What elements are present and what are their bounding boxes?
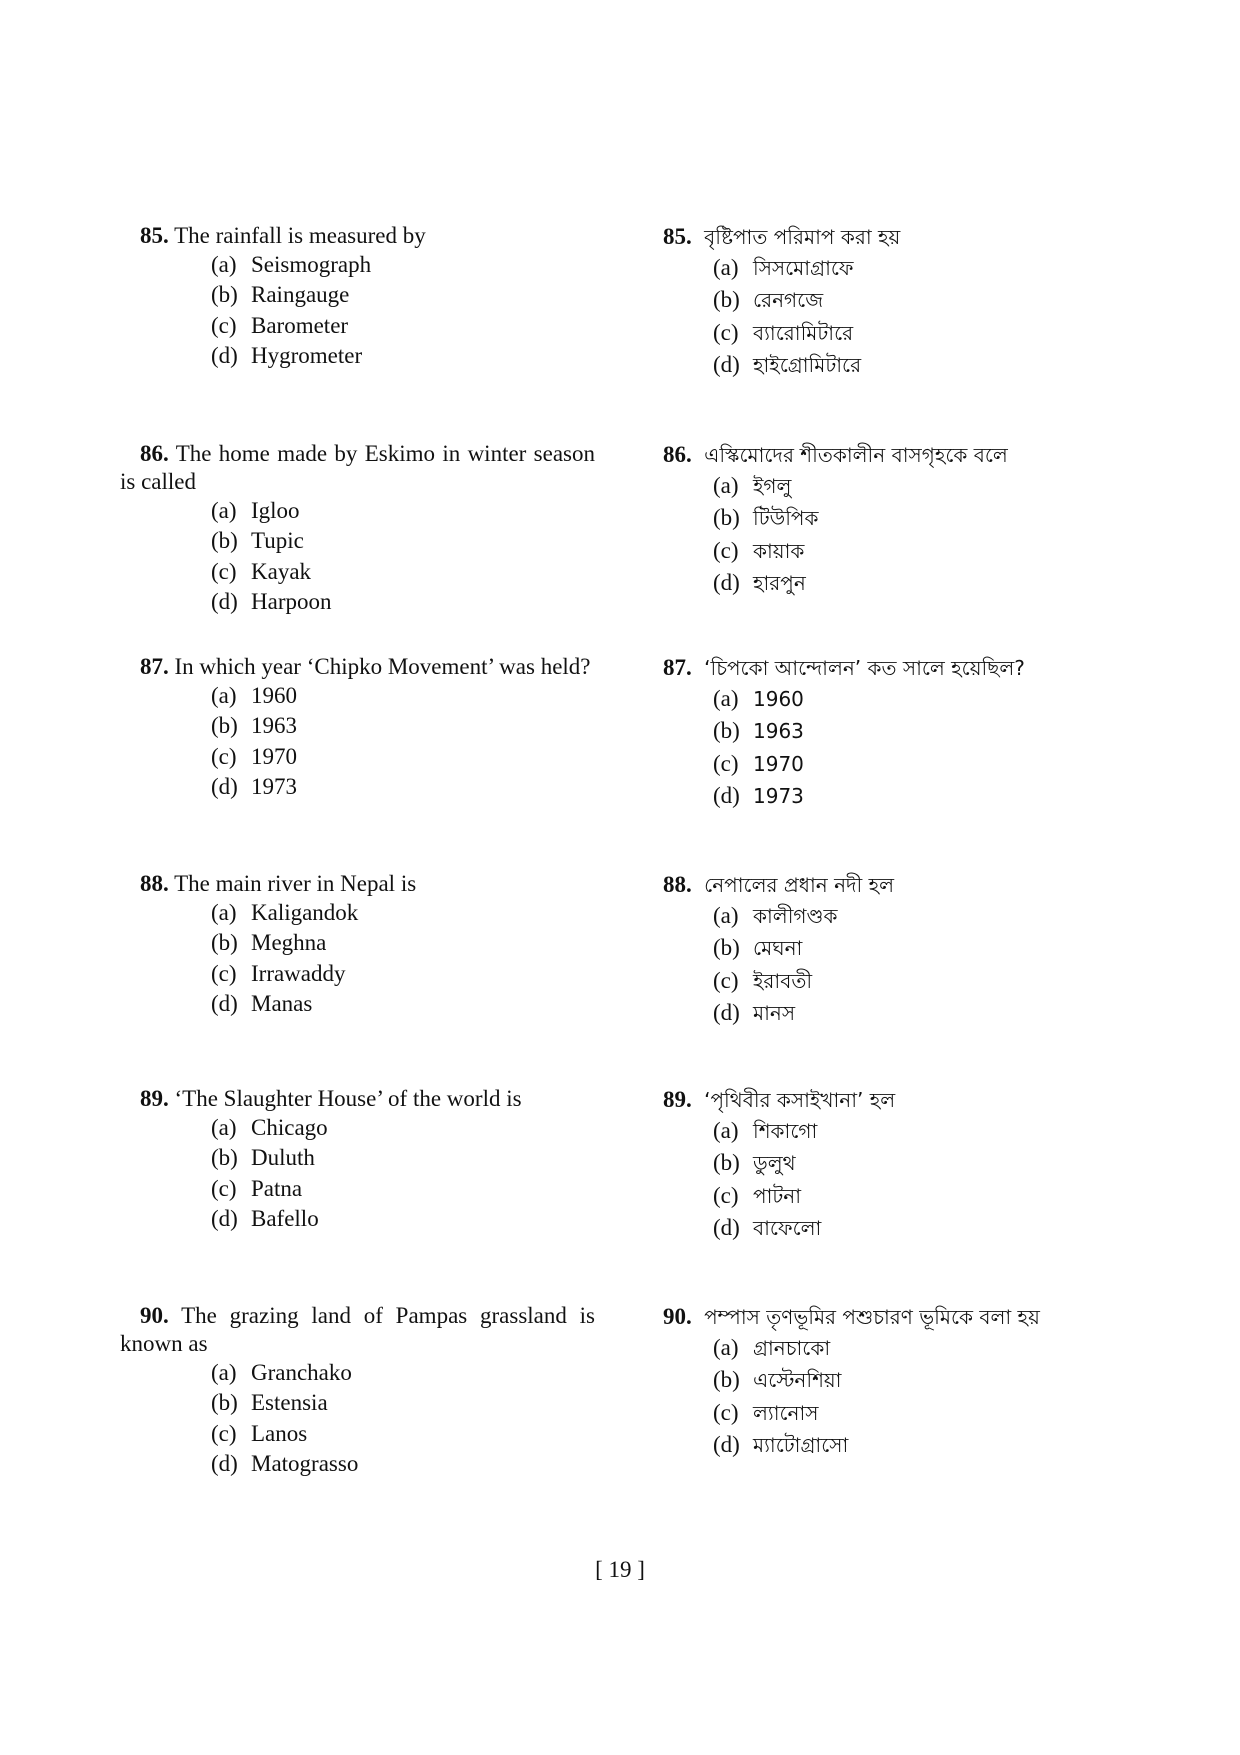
option-label: (d) xyxy=(211,1206,238,1232)
option-item xyxy=(211,1143,595,1173)
option-label: (b) xyxy=(713,505,740,531)
option-item xyxy=(211,1449,595,1479)
option-item xyxy=(211,1174,595,1204)
option-label: (a) xyxy=(211,900,237,925)
option-text: ইরাবতী xyxy=(753,968,813,993)
option-item xyxy=(713,1364,1183,1396)
option-text: পাটনা xyxy=(753,1183,802,1208)
option-text: Irrawaddy xyxy=(251,960,346,986)
option-label: (a) xyxy=(713,1335,739,1360)
option-label: (c) xyxy=(211,743,237,769)
option-item xyxy=(211,280,595,310)
question-stem xyxy=(120,653,595,681)
question-stem xyxy=(663,222,1183,252)
option-text: গ্রানচাকো xyxy=(753,1336,831,1360)
option-text: Igloo xyxy=(251,498,300,523)
question-bn-3 xyxy=(663,870,1183,1030)
option-label: (a) xyxy=(713,1118,739,1143)
option-item xyxy=(211,1204,595,1234)
option-item xyxy=(713,1212,1183,1244)
option-item xyxy=(211,742,595,772)
option-label: (a) xyxy=(211,1115,237,1140)
option-text: মেঘনা xyxy=(753,936,803,961)
option-text: হারপুন xyxy=(753,571,806,596)
option-text: ল্যানোস xyxy=(753,1400,819,1425)
option-item xyxy=(211,1358,595,1388)
option-text: শিকাগো xyxy=(753,1119,818,1143)
option-text: মানস xyxy=(753,1001,796,1026)
option-item xyxy=(211,711,595,741)
question-stem xyxy=(120,1085,595,1113)
question-en-0 xyxy=(140,222,595,372)
option-label: (d) xyxy=(211,1451,238,1477)
question-en-1 xyxy=(120,440,595,618)
option-text: এস্টেনশিয়া xyxy=(753,1368,842,1393)
option-label: (a) xyxy=(211,1360,237,1385)
option-item xyxy=(211,250,595,280)
option-item xyxy=(211,681,595,711)
option-label: (a) xyxy=(713,255,739,280)
question-number: 90. xyxy=(663,1304,692,1329)
question-stem xyxy=(663,440,1183,470)
question-bn-4 xyxy=(663,1085,1183,1245)
option-label: (a) xyxy=(211,683,237,708)
option-label: (d) xyxy=(211,774,238,800)
option-label: (c) xyxy=(713,750,739,776)
option-item xyxy=(713,965,1183,997)
option-text: ইগলু xyxy=(753,474,792,498)
question-number: 89. xyxy=(140,1086,169,1111)
option-text: Chicago xyxy=(251,1115,328,1140)
question-stem xyxy=(120,1302,595,1358)
option-label: (a) xyxy=(713,903,739,928)
option-label: (c) xyxy=(713,537,739,563)
options-list xyxy=(211,1113,595,1235)
option-text: Harpoon xyxy=(251,589,332,615)
question-text: In which year ‘Chipko Movement’ was held? xyxy=(174,654,591,679)
option-item xyxy=(211,587,595,617)
option-text: ম্যাটোগ্রাসো xyxy=(753,1433,849,1458)
option-item xyxy=(211,311,595,341)
options-list xyxy=(211,898,595,1020)
option-text: Manas xyxy=(251,991,313,1017)
option-item xyxy=(713,567,1183,599)
question-number: 86. xyxy=(663,442,692,467)
option-label: (b) xyxy=(211,1145,238,1171)
question-stem xyxy=(663,1085,1183,1115)
options-list xyxy=(713,252,1183,382)
option-item xyxy=(713,284,1183,316)
question-bn-0 xyxy=(663,222,1183,382)
option-label: (c) xyxy=(211,312,237,338)
option-text: কায়াক xyxy=(753,538,805,563)
option-item xyxy=(713,1180,1183,1212)
option-item xyxy=(713,1397,1183,1429)
question-text: The home made by Eskimo in winter season is called xyxy=(120,441,595,494)
option-text: 1963 xyxy=(753,719,804,744)
question-text: ‘পৃথিবীর কসাইখানা’ হল xyxy=(704,1088,896,1112)
option-label: (a) xyxy=(211,252,237,277)
question-stem xyxy=(663,870,1183,900)
options-list xyxy=(713,683,1183,813)
option-label: (c) xyxy=(211,960,237,986)
option-text: ব্যারোমিটারে xyxy=(753,320,854,345)
option-label: (b) xyxy=(211,528,238,554)
question-stem xyxy=(120,222,595,250)
option-text: Tupic xyxy=(251,528,304,554)
option-label: (d) xyxy=(713,1215,740,1241)
option-item xyxy=(211,341,595,371)
question-text: ‘The Slaughter House’ of the world is xyxy=(174,1086,522,1111)
question-number: 86. xyxy=(140,441,169,466)
question-text: The grazing land of Pampas grassland is known as xyxy=(120,1303,595,1356)
question-text: পম্পাস তৃণভূমির পশুচারণ ভূমিকে বলা হয় xyxy=(704,1305,1040,1329)
option-item xyxy=(713,1147,1183,1179)
option-label: (c) xyxy=(713,1399,739,1425)
option-item xyxy=(211,496,595,526)
option-text: Raingauge xyxy=(251,282,350,308)
question-number: 90. xyxy=(140,1303,169,1328)
option-item xyxy=(211,557,595,587)
option-label: (d) xyxy=(211,991,238,1017)
option-label: (b) xyxy=(211,713,238,739)
question-en-2 xyxy=(140,653,595,803)
question-number: 87. xyxy=(140,654,169,679)
page-number: [ 19 ] xyxy=(595,1557,645,1582)
option-text: 1970 xyxy=(251,743,297,769)
options-list xyxy=(713,1115,1183,1245)
option-item xyxy=(713,997,1183,1029)
option-item xyxy=(211,526,595,556)
question-text: নেপালের প্রধান নদী হল xyxy=(704,873,895,897)
question-number: 88. xyxy=(140,871,169,896)
option-label: (d) xyxy=(713,570,740,596)
option-text: 1963 xyxy=(251,713,297,739)
option-item xyxy=(713,349,1183,381)
option-text: Kaligandok xyxy=(251,900,359,925)
option-text: টিউপিক xyxy=(753,506,819,531)
option-item xyxy=(211,898,595,928)
option-label: (d) xyxy=(713,352,740,378)
option-text: Estensia xyxy=(251,1390,328,1416)
question-text: The rainfall is measured by xyxy=(174,223,426,248)
option-item xyxy=(713,502,1183,534)
question-text: The main river in Nepal is xyxy=(174,871,417,896)
option-label: (d) xyxy=(713,783,740,809)
option-item xyxy=(713,683,1183,715)
option-item xyxy=(713,1115,1183,1147)
question-number: 87. xyxy=(663,655,692,680)
option-text: Patna xyxy=(251,1175,303,1201)
option-item xyxy=(211,989,595,1019)
option-label: (b) xyxy=(211,1390,238,1416)
options-list xyxy=(211,681,595,803)
question-bn-1 xyxy=(663,440,1183,600)
option-label: (a) xyxy=(211,498,237,523)
question-number: 88. xyxy=(663,872,692,897)
option-label: (b) xyxy=(713,718,740,744)
option-item xyxy=(713,932,1183,964)
question-stem xyxy=(663,653,1183,683)
options-list xyxy=(713,1332,1183,1462)
question-text: এস্কিমোদের শীতকালীন বাসগৃহকে বলে xyxy=(704,443,1008,467)
option-label: (d) xyxy=(211,343,238,369)
option-item xyxy=(211,1388,595,1418)
option-text: বাফেলো xyxy=(753,1216,822,1241)
option-text: Meghna xyxy=(251,930,327,956)
option-text: সিসমোগ্রাফে xyxy=(753,256,854,280)
question-bn-2 xyxy=(663,653,1183,813)
option-text: Lanos xyxy=(251,1420,308,1446)
question-text: ‘চিপকো আন্দোলন’ কত সালে হয়েছিল? xyxy=(704,656,1025,680)
question-en-5 xyxy=(120,1302,595,1480)
option-text: Duluth xyxy=(251,1145,315,1171)
question-bn-5 xyxy=(663,1302,1183,1462)
option-item xyxy=(713,470,1183,502)
option-label: (a) xyxy=(713,473,739,498)
question-number: 85. xyxy=(663,224,692,249)
option-item xyxy=(713,535,1183,567)
option-label: (c) xyxy=(713,1182,739,1208)
option-item xyxy=(713,1332,1183,1364)
question-en-3 xyxy=(140,870,595,1020)
question-en-4 xyxy=(140,1085,595,1235)
options-list xyxy=(211,1358,595,1480)
option-label: (d) xyxy=(211,589,238,615)
option-text: Granchako xyxy=(251,1360,352,1385)
option-text: কালীগণ্ডক xyxy=(753,904,838,928)
option-item xyxy=(713,1429,1183,1461)
option-item xyxy=(211,1113,595,1143)
option-text: Matograsso xyxy=(251,1451,359,1477)
option-label: (c) xyxy=(713,967,739,993)
option-label: (c) xyxy=(211,558,237,584)
option-text: Kayak xyxy=(251,558,312,584)
option-label: (b) xyxy=(713,287,740,313)
option-item xyxy=(211,1419,595,1449)
question-stem xyxy=(663,1302,1183,1332)
option-label: (b) xyxy=(713,1367,740,1393)
option-item xyxy=(713,780,1183,812)
option-label: (c) xyxy=(211,1420,237,1446)
option-item xyxy=(211,959,595,989)
options-list xyxy=(713,900,1183,1030)
question-stem xyxy=(120,870,595,898)
option-text: 1970 xyxy=(753,751,804,776)
option-text: 1973 xyxy=(753,784,804,809)
option-item xyxy=(713,900,1183,932)
question-number: 89. xyxy=(663,1087,692,1112)
option-label: (c) xyxy=(211,1175,237,1201)
option-text: 1960 xyxy=(753,687,804,711)
option-text: 1960 xyxy=(251,683,297,708)
option-item xyxy=(713,715,1183,747)
option-label: (c) xyxy=(713,319,739,345)
option-text: Hygrometer xyxy=(251,343,363,369)
option-label: (b) xyxy=(211,930,238,956)
option-item xyxy=(713,317,1183,349)
option-item xyxy=(713,748,1183,780)
question-text: বৃষ্টিপাত পরিমাপ করা হয় xyxy=(704,225,901,249)
option-text: Barometer xyxy=(251,312,349,338)
option-text: হাইগ্রোমিটারে xyxy=(753,353,862,378)
option-text: 1973 xyxy=(251,774,297,800)
options-list xyxy=(211,496,595,618)
option-item xyxy=(713,252,1183,284)
option-text: Bafello xyxy=(251,1206,319,1232)
option-item xyxy=(211,928,595,958)
option-text: ডুলুথ xyxy=(753,1151,796,1176)
question-stem xyxy=(120,440,595,496)
option-text: রেনগজে xyxy=(753,288,824,313)
options-list xyxy=(211,250,595,372)
option-label: (a) xyxy=(713,686,739,711)
option-label: (b) xyxy=(211,282,238,308)
option-label: (d) xyxy=(713,1432,740,1458)
option-label: (b) xyxy=(713,935,740,961)
option-label: (d) xyxy=(713,1000,740,1026)
question-number: 85. xyxy=(140,223,169,248)
option-item xyxy=(211,772,595,802)
options-list xyxy=(713,470,1183,600)
option-label: (b) xyxy=(713,1150,740,1176)
option-text: Seismograph xyxy=(251,252,372,277)
